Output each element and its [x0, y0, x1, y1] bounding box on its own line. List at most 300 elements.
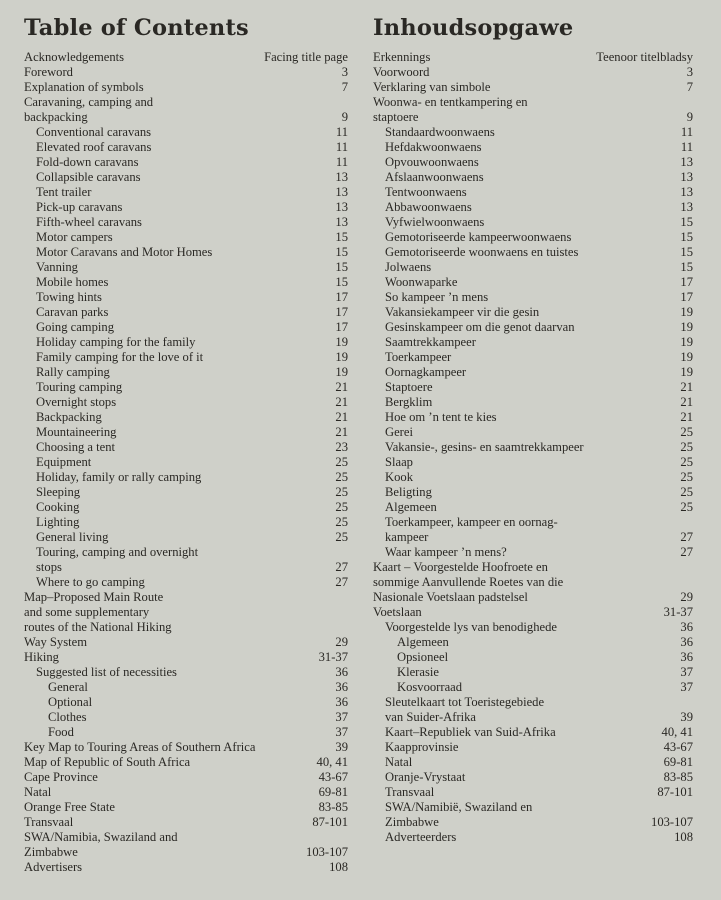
toc-entry-page: 17 — [335, 320, 348, 334]
toc-entry — [373, 785, 693, 800]
toc-entry-page: 31-37 — [663, 605, 693, 619]
toc-entry — [373, 695, 693, 710]
toc-entry — [24, 560, 348, 575]
toc-entry — [24, 665, 348, 680]
toc-entry-page: 21 — [335, 380, 348, 394]
toc-entry-page: 7 — [341, 80, 348, 94]
toc-entry-page: 37 — [680, 665, 693, 679]
toc-entry-page: 37 — [335, 725, 348, 739]
toc-entry — [24, 680, 348, 695]
toc-entry-label: Fifth-wheel caravans — [36, 215, 142, 229]
toc-entry — [24, 395, 348, 410]
toc-entry-page: 69-81 — [663, 755, 693, 769]
toc-entry-page: 13 — [335, 215, 348, 229]
toc-entry-label: Acknowledgements — [24, 50, 125, 64]
toc-entry — [24, 155, 348, 170]
toc-entry-page: 21 — [335, 395, 348, 409]
toc-entry — [24, 830, 348, 845]
toc-entry-label: Map–Proposed Main Route — [24, 590, 164, 604]
toc-entry-page: 36 — [335, 695, 348, 709]
toc-entry — [24, 245, 348, 260]
toc-entry — [24, 275, 348, 290]
toc-entry — [373, 395, 693, 410]
toc-entry — [373, 230, 693, 245]
toc-entry — [373, 350, 693, 365]
toc-entry — [373, 380, 693, 395]
toc-entry-page: 25 — [680, 485, 693, 499]
toc-entry-page: 27 — [680, 530, 693, 544]
toc-entry-page: 27 — [680, 545, 693, 559]
toc-entry — [373, 515, 693, 530]
toc-entry-page: 13 — [680, 170, 693, 184]
toc-entry-page: 36 — [680, 650, 693, 664]
toc-entry — [24, 260, 348, 275]
toc-entry-label: Opsioneel — [397, 650, 449, 664]
toc-entry — [373, 830, 693, 845]
toc-entry-page: 25 — [335, 500, 348, 514]
toc-entry-page: 21 — [680, 395, 693, 409]
toc-entry — [373, 80, 693, 95]
toc-entry-page: 108 — [329, 860, 348, 874]
toc-entry — [24, 305, 348, 320]
toc-entry-label: So kampeer ’n mens — [385, 290, 489, 304]
toc-entry-page: 25 — [680, 470, 693, 484]
toc-entry-label: SWA/Namibia, Swaziland and — [24, 830, 178, 844]
toc-entry-page: 11 — [335, 155, 348, 169]
toc-entry — [24, 650, 348, 665]
toc-entry-label: Hoe om ’n tent te kies — [385, 410, 497, 424]
toc-entry-page: 25 — [335, 530, 348, 544]
toc-entry-label: Jolwaens — [385, 260, 432, 274]
toc-entry-page: 21 — [335, 425, 348, 439]
toc-entry — [24, 200, 348, 215]
toc-entry-page: 37 — [680, 680, 693, 694]
toc-entry-label: Vyfwielwoonwaens — [385, 215, 485, 229]
toc-entry-label: Overnight stops — [36, 395, 117, 409]
toc-entry — [373, 740, 693, 755]
toc-entry-label: Key Map to Touring Areas of Southern Africa — [24, 740, 256, 754]
toc-entry-label: Gemotoriseerde kampeerwoonwaens — [385, 230, 572, 244]
toc-entry — [24, 125, 348, 140]
toc-entry-page: 21 — [335, 410, 348, 424]
toc-entry-label: Erkennings — [373, 50, 431, 64]
toc-entry-page: 13 — [680, 200, 693, 214]
toc-entry-label: routes of the National Hiking — [24, 620, 172, 634]
toc-entry-page: 17 — [680, 290, 693, 304]
toc-entry — [373, 200, 693, 215]
toc-entry-page: 13 — [335, 200, 348, 214]
toc-entry-label: Kaart – Voorgestelde Hoofroete en — [373, 560, 548, 574]
toc-entry — [373, 590, 693, 605]
toc-entry — [373, 425, 693, 440]
toc-entry-label: van Suider-Afrika — [385, 710, 477, 724]
toc-entry-page: 39 — [680, 710, 693, 724]
toc-entry-page: 9 — [686, 110, 693, 124]
toc-entry-label: General living — [36, 530, 109, 544]
toc-entry-page: 69-81 — [318, 785, 348, 799]
toc-entry-page: 27 — [335, 560, 348, 574]
toc-entry-label: Hiking — [24, 650, 59, 664]
toc-entry-label: Gemotoriseerde woonwaens en tuistes — [385, 245, 579, 259]
toc-entry-label: Slaap — [385, 455, 413, 469]
toc-entry-label: Family camping for the love of it — [36, 350, 204, 364]
toc-entry-page: 27 — [335, 575, 348, 589]
afrikaans-toc-title: Inhoudsopgawe — [373, 15, 574, 41]
toc-entry — [24, 350, 348, 365]
toc-entry-page: 11 — [335, 125, 348, 139]
toc-entry-page: 19 — [680, 365, 693, 379]
toc-entry — [373, 410, 693, 425]
toc-entry-page: 37 — [335, 710, 348, 724]
toc-entry — [373, 365, 693, 380]
toc-entry-label: Oornagkampeer — [385, 365, 467, 379]
toc-entry-label: Elevated roof caravans — [36, 140, 152, 154]
toc-entry — [24, 770, 348, 785]
toc-entry-label: Abbawoonwaens — [385, 200, 472, 214]
toc-entry-label: Rally camping — [36, 365, 110, 379]
toc-entry-page: 13 — [680, 185, 693, 199]
toc-entry — [373, 275, 693, 290]
toc-entry-label: Saamtrekkampeer — [385, 335, 476, 349]
toc-entry-label: Kosvoorraad — [397, 680, 463, 694]
toc-entry-page: 13 — [335, 170, 348, 184]
toc-entry-page: 36 — [335, 680, 348, 694]
toc-entry — [373, 725, 693, 740]
toc-entry — [24, 440, 348, 455]
toc-entry — [373, 65, 693, 80]
toc-entry-page: 103-107 — [306, 845, 348, 859]
toc-entry-label: Food — [48, 725, 74, 739]
toc-entry — [24, 95, 348, 110]
toc-entry — [24, 575, 348, 590]
toc-entry — [373, 305, 693, 320]
toc-entry — [373, 215, 693, 230]
toc-entry — [24, 620, 348, 635]
toc-entry-label: Holiday camping for the family — [36, 335, 196, 349]
toc-entry-page: 11 — [680, 140, 693, 154]
toc-entry — [373, 440, 693, 455]
toc-entry-page: 31-37 — [318, 650, 348, 664]
toc-entry — [24, 410, 348, 425]
toc-entry-page: 36 — [335, 665, 348, 679]
toc-entry-page: 29 — [335, 635, 348, 649]
toc-entry-label: Touring camping — [36, 380, 123, 394]
toc-entry-label: Where to go camping — [36, 575, 145, 589]
toc-entry-page: 25 — [335, 485, 348, 499]
toc-entry — [24, 455, 348, 470]
toc-entry-page: 29 — [680, 590, 693, 604]
toc-entry — [373, 290, 693, 305]
toc-entry — [24, 380, 348, 395]
toc-entry-page: 23 — [335, 440, 348, 454]
toc-entry-label: Nasionale Voetslaan padstelsel — [373, 590, 528, 604]
toc-entry-label: Voorwoord — [373, 65, 430, 79]
toc-entry-label: Algemeen — [397, 635, 449, 649]
toc-entry-label: Lighting — [36, 515, 80, 529]
toc-entry-label: Kook — [385, 470, 413, 484]
toc-entry-label: Woonwaparke — [385, 275, 458, 289]
toc-entry — [373, 635, 693, 650]
toc-entry-label: Waar kampeer ’n mens? — [385, 545, 507, 559]
toc-entry-label: Transvaal — [385, 785, 435, 799]
toc-entry-page: 39 — [335, 740, 348, 754]
toc-entry — [373, 575, 693, 590]
toc-entry — [373, 680, 693, 695]
toc-entry-page: 25 — [335, 455, 348, 469]
toc-entry-label: Pick-up caravans — [36, 200, 123, 214]
toc-entry — [373, 500, 693, 515]
toc-entry — [24, 695, 348, 710]
toc-entry — [373, 665, 693, 680]
toc-entry — [24, 740, 348, 755]
toc-entry — [24, 65, 348, 80]
toc-entry-label: Vakansiekampeer vir die gesin — [385, 305, 540, 319]
toc-entry-label: Toerkampeer, kampeer en oornag- — [385, 515, 558, 529]
toc-entry — [373, 530, 693, 545]
toc-entry — [24, 365, 348, 380]
toc-entry-page: 19 — [335, 350, 348, 364]
toc-entry-label: Gesinskampeer om die genot daarvan — [385, 320, 575, 334]
toc-entry-page: 19 — [680, 335, 693, 349]
toc-entry-page: 15 — [335, 260, 348, 274]
toc-entry — [373, 110, 693, 125]
toc-entry-page: 15 — [680, 245, 693, 259]
toc-entry — [373, 335, 693, 350]
toc-entry — [24, 215, 348, 230]
toc-entry-page: 13 — [680, 155, 693, 169]
toc-entry-label: Suggested list of necessities — [36, 665, 177, 679]
toc-entry-label: Vanning — [36, 260, 78, 274]
toc-entry-label: Natal — [385, 755, 413, 769]
toc-entry — [373, 545, 693, 560]
toc-entry — [24, 170, 348, 185]
toc-entry-label: Fold-down caravans — [36, 155, 139, 169]
toc-entry-label: Bergklim — [385, 395, 433, 409]
toc-entry-page: 87-101 — [312, 815, 348, 829]
toc-entry-page: 17 — [680, 275, 693, 289]
toc-entry-page: 40, 41 — [661, 725, 693, 739]
toc-entry — [24, 515, 348, 530]
toc-entry-label: Backpacking — [36, 410, 102, 424]
toc-entry-page: 19 — [680, 320, 693, 334]
toc-entry — [373, 650, 693, 665]
toc-entry — [24, 815, 348, 830]
toc-entry — [373, 245, 693, 260]
toc-entry — [373, 260, 693, 275]
toc-entry-page: 25 — [680, 440, 693, 454]
toc-entry-label: Touring, camping and overnight — [36, 545, 199, 559]
toc-entry-label: Transvaal — [24, 815, 74, 829]
toc-entry-page: 40, 41 — [316, 755, 348, 769]
toc-entry-label: Equipment — [36, 455, 92, 469]
toc-entry-label: Motor Caravans and Motor Homes — [36, 245, 213, 259]
toc-entry-page: 83-85 — [663, 770, 693, 784]
toc-entry — [24, 710, 348, 725]
toc-entry — [24, 755, 348, 770]
toc-entry-label: Staptoere — [385, 380, 433, 394]
english-toc-title: Table of Contents — [24, 15, 249, 41]
toc-entry — [373, 155, 693, 170]
toc-entry-page: 11 — [680, 125, 693, 139]
toc-entry-label: Holiday, family or rally camping — [36, 470, 202, 484]
toc-entry-label: Cooking — [36, 500, 80, 514]
toc-entry — [24, 470, 348, 485]
toc-entry-label: Oranje-Vrystaat — [385, 770, 466, 784]
toc-entry-page: 36 — [680, 635, 693, 649]
toc-entry-page: 21 — [680, 410, 693, 424]
toc-entry-label: Klerasie — [397, 665, 439, 679]
toc-entry — [24, 590, 348, 605]
toc-entry-label: Collapsible caravans — [36, 170, 141, 184]
toc-entry-label: Afslaanwoonwaens — [385, 170, 484, 184]
toc-entry-page: 83-85 — [318, 800, 348, 814]
toc-entry — [24, 320, 348, 335]
toc-entry-page: 9 — [341, 110, 348, 124]
toc-entry-label: Mobile homes — [36, 275, 109, 289]
toc-entry — [24, 500, 348, 515]
toc-entry-page: 103-107 — [651, 815, 693, 829]
toc-entry — [373, 620, 693, 635]
toc-entry-label: Sleutelkaart tot Toeristegebiede — [385, 695, 545, 709]
toc-entry-label: Mountaineering — [36, 425, 117, 439]
toc-entry — [24, 50, 348, 65]
toc-entry-label: Algemeen — [385, 500, 437, 514]
toc-entry — [24, 545, 348, 560]
toc-entry-label: Caravan parks — [36, 305, 109, 319]
toc-entry-label: Woonwa- en tentkampering en — [373, 95, 528, 109]
toc-entry-page: 3 — [341, 65, 348, 79]
toc-entry-label: Hefdakwoonwaens — [385, 140, 482, 154]
toc-entry — [373, 140, 693, 155]
toc-entry-page: 15 — [680, 230, 693, 244]
toc-entry-label: Map of Republic of South Africa — [24, 755, 191, 769]
toc-entry-label: Orange Free State — [24, 800, 115, 814]
toc-entry-label: Tent trailer — [36, 185, 92, 199]
toc-entry-label: Conventional caravans — [36, 125, 152, 139]
toc-entry-page: 15 — [680, 215, 693, 229]
toc-entry-page: 15 — [335, 230, 348, 244]
english-toc-list — [24, 50, 348, 875]
toc-entry — [373, 320, 693, 335]
toc-entry — [24, 800, 348, 815]
toc-entry — [373, 710, 693, 725]
toc-entry-page: 43-67 — [663, 740, 693, 754]
toc-entry — [373, 485, 693, 500]
toc-entry-page: 25 — [335, 470, 348, 484]
afrikaans-toc-list — [373, 50, 693, 845]
toc-entry — [24, 335, 348, 350]
toc-entry-label: Clothes — [48, 710, 87, 724]
toc-entry-label: Beligting — [385, 485, 432, 499]
toc-entry-page: 17 — [335, 305, 348, 319]
toc-entry-page: 25 — [335, 515, 348, 529]
toc-entry-label: Motor campers — [36, 230, 113, 244]
toc-entry-page: 13 — [335, 185, 348, 199]
toc-entry — [24, 725, 348, 740]
toc-entry-page: 36 — [680, 620, 693, 634]
toc-entry-label: kampeer — [385, 530, 429, 544]
toc-entry-page: 21 — [680, 380, 693, 394]
toc-entry — [24, 425, 348, 440]
toc-entry — [373, 770, 693, 785]
toc-entry-label: Adverteerders — [385, 830, 457, 844]
toc-entry-page: 87-101 — [657, 785, 693, 799]
toc-entry-label: Towing hints — [36, 290, 102, 304]
toc-entry-label: Way System — [24, 635, 87, 649]
toc-entry — [24, 80, 348, 95]
toc-entry-label: Gerei — [385, 425, 413, 439]
toc-entry-label: Cape Province — [24, 770, 98, 784]
toc-entry — [373, 170, 693, 185]
toc-entry — [24, 785, 348, 800]
toc-entry-label: Sleeping — [36, 485, 81, 499]
toc-entry — [24, 845, 348, 860]
toc-entry — [373, 800, 693, 815]
toc-entry-page: 11 — [335, 140, 348, 154]
toc-entry — [373, 125, 693, 140]
toc-entry-label: Voetslaan — [373, 605, 422, 619]
toc-entry-page: 17 — [335, 290, 348, 304]
toc-entry-label: Voorgestelde lys van benodighede — [385, 620, 557, 634]
toc-entry-label: stops — [36, 560, 62, 574]
toc-entry-label: Advertisers — [24, 860, 83, 874]
toc-entry — [373, 605, 693, 620]
toc-entry — [24, 860, 348, 875]
toc-entry-label: backpacking — [24, 110, 88, 124]
toc-entry-page: 3 — [686, 65, 693, 79]
toc-entry-label: Explanation of symbols — [24, 80, 144, 94]
toc-entry — [24, 230, 348, 245]
toc-entry-page: 19 — [680, 350, 693, 364]
toc-entry — [24, 110, 348, 125]
toc-entry-label: and some supplementary — [24, 605, 150, 619]
toc-entry-page: 25 — [680, 455, 693, 469]
toc-entry-label: Vakansie-, gesins- en saamtrekkampeer — [385, 440, 584, 454]
toc-entry-label: Foreword — [24, 65, 73, 79]
toc-entry-page: Teenoor titelbladsy — [596, 50, 693, 64]
toc-entry-page: 43-67 — [318, 770, 348, 784]
toc-entry-label: Natal — [24, 785, 52, 799]
toc-entry-label: General — [48, 680, 88, 694]
toc-entry — [24, 635, 348, 650]
toc-entry — [373, 185, 693, 200]
toc-entry-label: Opvouwoonwaens — [385, 155, 479, 169]
toc-entry — [24, 140, 348, 155]
toc-entry-label: sommige Aanvullende Roetes van die — [373, 575, 564, 589]
toc-entry — [24, 290, 348, 305]
toc-entry-label: Zimbabwe — [24, 845, 78, 859]
toc-entry-label: staptoere — [373, 110, 419, 124]
toc-entry-page: 19 — [335, 365, 348, 379]
toc-entry-page: Facing title page — [264, 50, 348, 64]
toc-entry-page: 25 — [680, 500, 693, 514]
toc-entry — [373, 755, 693, 770]
toc-entry-label: Zimbabwe — [385, 815, 439, 829]
toc-entry — [24, 185, 348, 200]
toc-entry-label: Verklaring van simbole — [373, 80, 491, 94]
toc-entry — [24, 530, 348, 545]
toc-entry-label: Optional — [48, 695, 93, 709]
toc-entry-page: 19 — [335, 335, 348, 349]
toc-entry-label: Going camping — [36, 320, 114, 334]
toc-entry — [24, 605, 348, 620]
toc-entry-label: Kaapprovinsie — [385, 740, 459, 754]
toc-entry-label: Caravaning, camping and — [24, 95, 154, 109]
toc-entry-page: 25 — [680, 425, 693, 439]
toc-entry — [373, 815, 693, 830]
toc-entry-page: 15 — [335, 275, 348, 289]
toc-entry-label: Kaart–Republiek van Suid-Afrika — [385, 725, 556, 739]
